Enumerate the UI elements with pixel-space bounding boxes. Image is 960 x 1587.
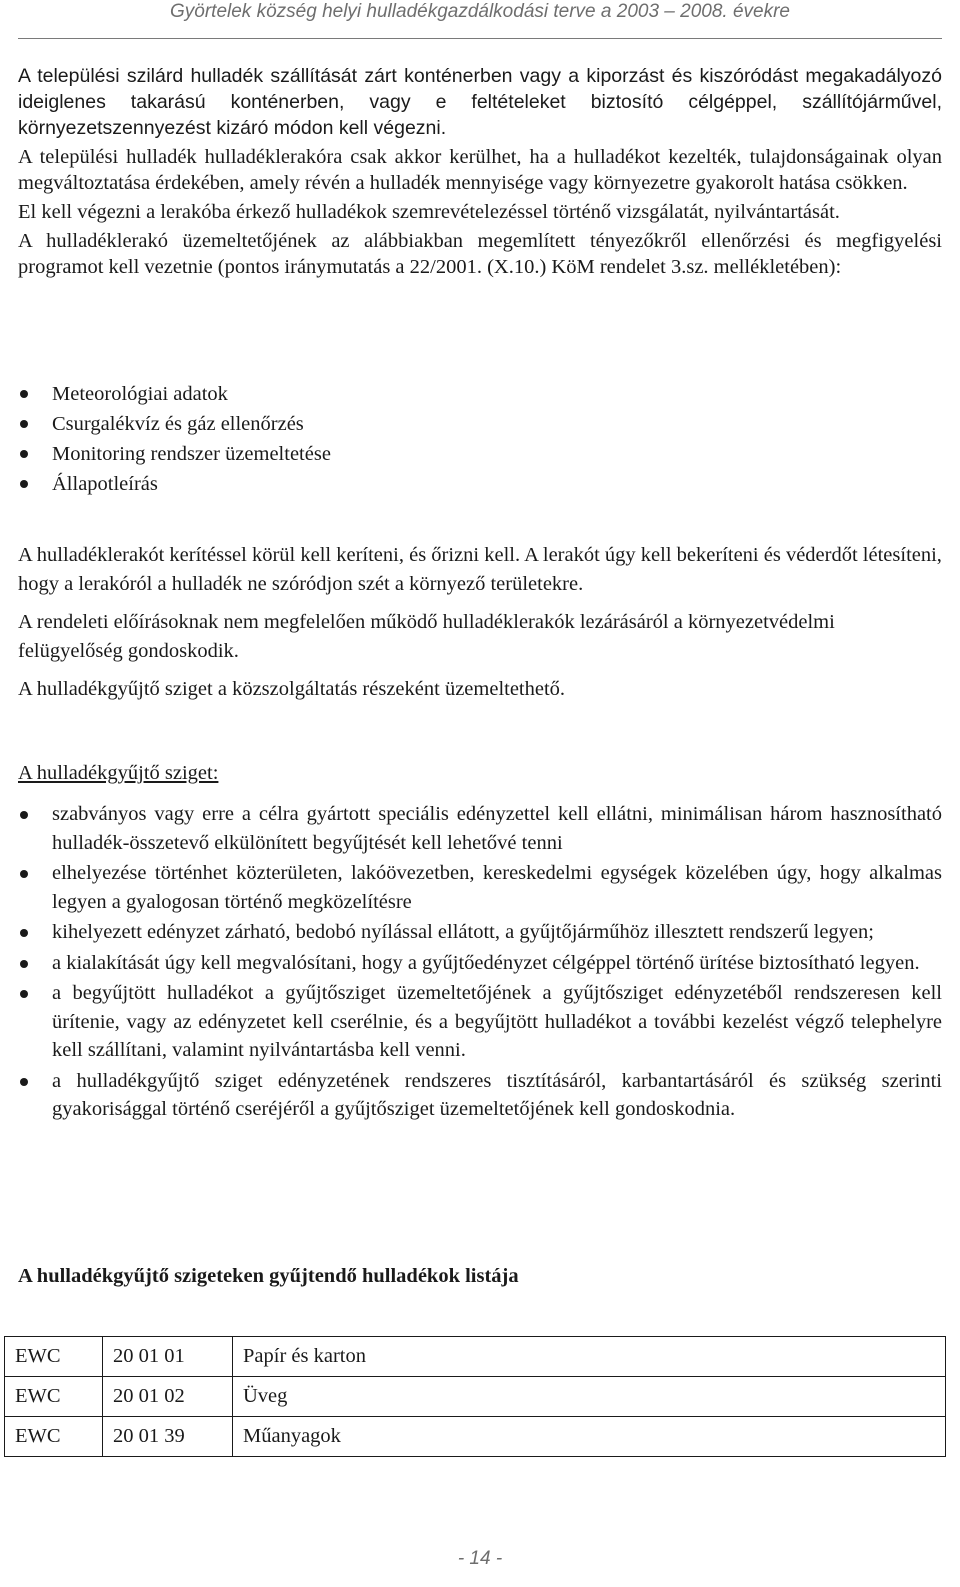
table-cell-code: 20 01 39 (103, 1417, 233, 1457)
bullet-icon (20, 420, 28, 428)
list-item (18, 918, 942, 947)
bullet-icon (20, 1078, 28, 1086)
table-cell-description: Üveg (233, 1377, 946, 1417)
list-item-text: kihelyezett edényzet zárható, bedobó nyílással ellátott, a gyűjtőjárműhöz illesztett rendszerű legyen; (52, 921, 874, 943)
section-subheading: A hulladékgyűjtő sziget: (18, 762, 219, 784)
middle-section (18, 541, 942, 713)
fence-paragraph: A hulladéklerakót kerítéssel körül kell keríteni, és őrizni kell. A lerakót úgy kell bekeríteni és véderdőt létesíteni, hogy a lerakóról a hulladék ne szóródjon szét a környező területekre. (18, 544, 942, 595)
list-item (18, 439, 942, 469)
table-cell-code: 20 01 01 (103, 1337, 233, 1377)
list-item-text: Monitoring rendszer üzemeltetése (52, 443, 331, 465)
list-item-text: a hulladékgyűjtő sziget edényzetének rendszeres tisztításáról, karbantartásáról és szükség szerinti gyakorisággal történő cseréjéről a gyűjtősziget üzemeltetőjének kell gondoskodnia. (52, 1069, 942, 1120)
list-item-text: elhelyezése történhet közterületen, lakóövezetben, kereskedelmi egységek közelében úgy, hogy alkalmas legyen a gyalogosan történő megközelítésre (52, 862, 942, 913)
island-paragraph: A hulladékgyűjtő sziget a közszolgáltatás részeként üzemeltethető. (18, 678, 566, 700)
table-cell-description: Papír és karton (233, 1337, 946, 1377)
list-item-text: Állapotleírás (52, 473, 158, 495)
bullet-icon (20, 929, 28, 937)
list-item (18, 949, 942, 978)
bullet-icon (20, 811, 28, 819)
list-item (18, 409, 942, 439)
list-item-text: a kialakítását úgy kell megvalósítani, hogy a gyűjtőedényzet célgéppel történő ürítése biztosítható legyen. (52, 951, 920, 974)
waste-list-heading: A hulladékgyűjtő szigeteken gyűjtendő hulladékok listája (18, 1265, 519, 1287)
table-row (5, 1417, 946, 1457)
table-row (5, 1337, 946, 1377)
island-requirements-list (18, 800, 942, 1126)
list-item-text: Csurgalékvíz és gáz ellenőrzés (52, 413, 304, 435)
bullet-icon (20, 870, 28, 878)
table-cell-code-type: EWC (5, 1417, 103, 1457)
waste-code-table (4, 1336, 946, 1457)
bullet-icon (20, 990, 28, 998)
table-cell-code-type: EWC (5, 1377, 103, 1417)
intro-section (18, 63, 942, 283)
list-item (18, 800, 942, 857)
list-item (18, 469, 942, 499)
intro-paragraph-1: A települési szilárd hulladék szállítását zárt konténerben vagy a kiporzást és kiszóródást megakadályozó ideiglenes takarású konténerben, vagy e feltételeket biztosító célgéppel, szállítójárművel, környezetszennyezést kizáró módon kell végezni. (18, 65, 942, 139)
monitoring-list (18, 379, 942, 499)
bullet-icon (20, 450, 28, 458)
page-number: - 14 - (457, 1548, 503, 1569)
list-item (18, 379, 942, 409)
intro-paragraph-4: A hulladéklerakó üzemeltetőjének az alábbiakban megemlített tényezőkről ellenőrzési és megfigyelési programot kell vezetnie (pontos iránymutatás a 22/2001. (X.10.) KöM rendelet 3.sz. mellékletében): (18, 230, 942, 278)
intro-paragraph-2: A települési hulladék hulladéklerakóra csak akkor kerülhet, ha a hulladékot kezelték, tulajdonságainak olyan megváltoztatása érdekében, amely révén a hulladék mennyisége vagy környezetre gyakorolt hatása csökken. (18, 146, 942, 194)
table-cell-code: 20 01 02 (103, 1377, 233, 1417)
table-row (5, 1377, 946, 1417)
table-cell-description: Műanyagok (233, 1417, 946, 1457)
table-cell-code-type: EWC (5, 1337, 103, 1377)
list-item (18, 979, 942, 1065)
intro-paragraph-3: El kell végezni a lerakóba érkező hulladékok szemrevételezéssel történő vizsgálatát, nyilvántartását. (18, 201, 840, 223)
list-item-text: Meteorológiai adatok (52, 383, 228, 405)
list-item (18, 859, 942, 916)
list-item (18, 1067, 942, 1124)
bullet-icon (20, 480, 28, 488)
header-rule (18, 38, 942, 39)
bullet-icon (20, 390, 28, 398)
list-item-text: a begyűjtött hulladékot a gyűjtősziget üzemeltetőjének a gyűjtősziget edényzetéből rendszeresen kell ürítenie, vagy az edényzetet kell cserélnie, és a begyűjtött hulladékot a további kezelést végző telephelyre kell szállítani, valamint nyilvántartásba kell venni. (52, 982, 942, 1061)
list-item-text: szabványos vagy erre a célra gyártott speciális edényzettel kell ellátni, minimálisan három hasznosítható hulladék-összetevő elkülönített begyűjtését kell lehetővé tenni (52, 803, 942, 854)
running-header: Györtelek község helyi hulladékgazdálkodási terve a 2003 – 2008. évekre (170, 1, 790, 22)
closure-paragraph: A rendeleti előírásoknak nem megfelelően működő hulladéklerakók lezárásáról a környezetvédelmi felügyelőség gondoskodik. (18, 611, 835, 662)
bullet-icon (20, 960, 28, 968)
